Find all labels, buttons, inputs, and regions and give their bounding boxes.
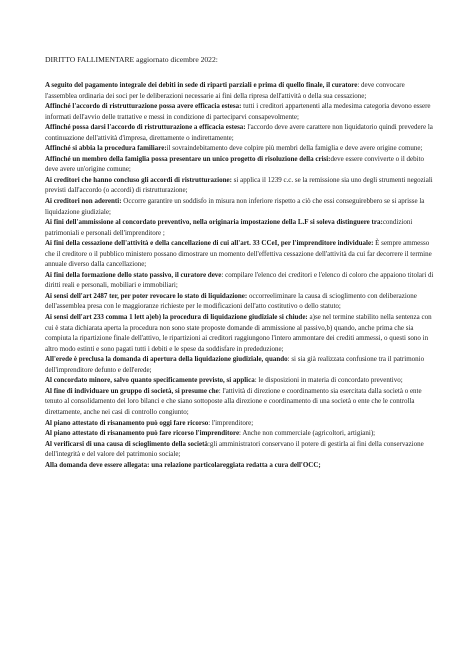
paragraph: [45, 354, 437, 375]
paragraph: [45, 428, 437, 439]
paragraph: [45, 122, 437, 143]
paragraph-text: : l'imprenditore;: [208, 418, 254, 427]
paragraph-lead: Al piano attestato di risanamento può oggi fare ricorso: [45, 418, 209, 427]
paragraph-text: si applica il 1239 c.c. se la remissione sia uno degli strumenti negoziali previsti dall'accordo (o accordi) di ristrutturazione;: [45, 175, 433, 195]
paragraph-text: deve essere conviverte o il debito deve avere un'origine comune;: [45, 154, 425, 174]
paragraph-text: condizioni patrimoniali e personali dell'imprenditore ;: [45, 218, 413, 237]
paragraph-lead: Al concordato minore, salvo quanto specificamente previsto, si applica: [45, 376, 255, 385]
paragraph-text: il sovraindebitamento deve colpire più membri della famiglia e deve avere origine comune;: [166, 144, 423, 153]
paragraph-lead: Ai sensi dell'art 233 comma 1 lett a)eb) la procedura di liquidazione giudiziale si chiude:: [45, 313, 308, 322]
paragraph-lead: Ai fini della formazione dello stato passivo, il curatore deve: [45, 270, 222, 279]
paragraph-text: : compilare l'elenco dei creditori e l'elenco di coloro che appaiono titolari di diritti reali e personali, mobiliari e immobiliari;: [45, 270, 434, 290]
paragraph: [45, 460, 437, 471]
paragraph: [45, 217, 437, 238]
paragraph: [45, 238, 437, 270]
paragraph: [45, 80, 437, 101]
paragraph: [45, 175, 437, 196]
paragraph-text: tutti i creditori appartenenti alla medesima categoria devono essere informati dell'avvio delle trattative e messi in condizione di parteciparvi consapevolmente;: [45, 102, 431, 121]
paragraph: [45, 439, 437, 460]
paragraph: [45, 196, 437, 217]
paragraph-text: È sempre ammesso che il creditore o il pubblico ministero possano dimostrare un momento dell'effettiva cessazione dell'attività da cui far decorrere il termine annuale diverso dalla cancellazione;: [45, 239, 432, 269]
paragraph: [45, 375, 437, 386]
paragraph-lead: Ai creditori non aderenti:: [45, 197, 122, 206]
document-heading: DIRITTO FALLIMENTARE aggiornato dicembre 2022:: [45, 55, 218, 64]
paragraph-lead: Affinché l'accordo di ristrutturazione possa avere efficacia estesa:: [45, 102, 242, 111]
paragraph-lead: Ai fini dell'ammissione al concordato preventivo, nella originaria impostazione della L.F si soleva distinguere tra:: [45, 218, 383, 227]
paragraph-lead: Ai creditori che hanno concluso gli accordi di ristrutturazione:: [45, 175, 232, 184]
paragraph: [45, 312, 437, 354]
paragraph: [45, 418, 437, 429]
paragraph-lead: Ai fini della cessazione dell'attività e della cancellazione di cui all'art. 33 CCeI, per l'imprenditore individuale:: [45, 239, 374, 248]
paragraph-text: l'accordo deve avere carattere non liquidatorio quindi prevedere la continuazione dell'attività d'impresa, direttamente o indirettamente;: [45, 123, 433, 142]
paragraph-lead: All'erede è preclusa la domanda di apertura della liquidazione giudiziale, quando: [45, 355, 288, 364]
paragraph-text: : le disposizioni in materia di concordato preventivo;: [254, 376, 403, 385]
paragraph-lead: Ai sensi dell'art 2487 ter, per poter revocare lo stato di liquidazione:: [45, 291, 248, 300]
paragraph-lead: A seguito del pagamento integrale dei debiti in sede di riparti parziali e prima di quello finale, il curatore: [45, 81, 358, 89]
paragraph-text: : deve convocare l'assemblea ordinaria dei soci per le deliberazioni necessarie ai fini della ripresa dell'attività o della sua cessazione;: [45, 81, 405, 100]
paragraph-lead: Al verificarsi di una causa di scioglimento della società: [45, 439, 208, 448]
paragraph: [45, 101, 437, 122]
paragraph-text: : si sia già realizzata confusione tra il patrimonio dell'imprenditore defunto e dell'erede;: [45, 355, 425, 374]
paragraph-text: a)se nel termine stabilito nella sentenza con cui è stata dichiarata aperta la procedura non sono state proposte domande di ammissione al passivo,b) quando, anche prima che sia compiuta la ripartizione finale dell'attivo, le ripartizioni ai creditori raggiungono l'intero ammontare dei crediti ammessi, o questi sono in altro modo estinti e sono pagati tutti i debiti e le spese da soddisfare in prededuzione;: [45, 313, 432, 353]
paragraph-text: :gli amministratori conservano il potere di gestirla ai fini della conservazione dell'integrità e del valore del patrimonio sociale;: [45, 439, 424, 459]
paragraph: [45, 386, 437, 418]
paragraph-text: : l'attività di direzione e coordinamento sia esercitata dalla società o ente tenuto al consolidamento dei loro bilanci e che siano sottoposte alla direzione e coordinamento di una società o ente che le controlla direttamente, anche nei casi di controllo congiunto;: [45, 386, 422, 416]
paragraph-text: occorreeliminare la causa di scioglimento con deliberazione dell'assemblea presa con le maggioranze richieste per le modificazioni dell'atto costitutivo o dello statuto;: [45, 291, 417, 311]
paragraph: [45, 143, 437, 154]
document-body: [45, 80, 437, 470]
paragraph: [45, 291, 437, 312]
paragraph-lead: Al piano attestato di risanamento può fare ricorso l'imprenditore: [45, 429, 240, 438]
paragraph-lead: Alla domanda deve essere allegata: una relazione particolareggiata redatta a cura dell'OCC;: [45, 460, 321, 469]
paragraph-lead: Affinché possa darsi l'accordo di ristrutturazione a efficacia estesa:: [45, 123, 246, 132]
paragraph: [45, 270, 437, 291]
paragraph-lead: Al fine di individuare un gruppo di società, si presume che: [45, 386, 219, 395]
paragraph-lead: Affinché si abbia la procedura familiare:: [45, 144, 167, 153]
paragraph-text: : Anche non commerciale (agricoltori, artigiani);: [239, 429, 376, 438]
paragraph-lead: Affinché un membro della famiglia possa presentare un unico progetto di risoluzione della crisi:: [45, 154, 331, 163]
paragraph-text: Occorre garantire un soddisfo in misura non inferiore rispetto a ciò che essi conseguirebbero se si aprisse la liquidazione giudiziale;: [45, 197, 425, 216]
paragraph: [45, 154, 437, 175]
